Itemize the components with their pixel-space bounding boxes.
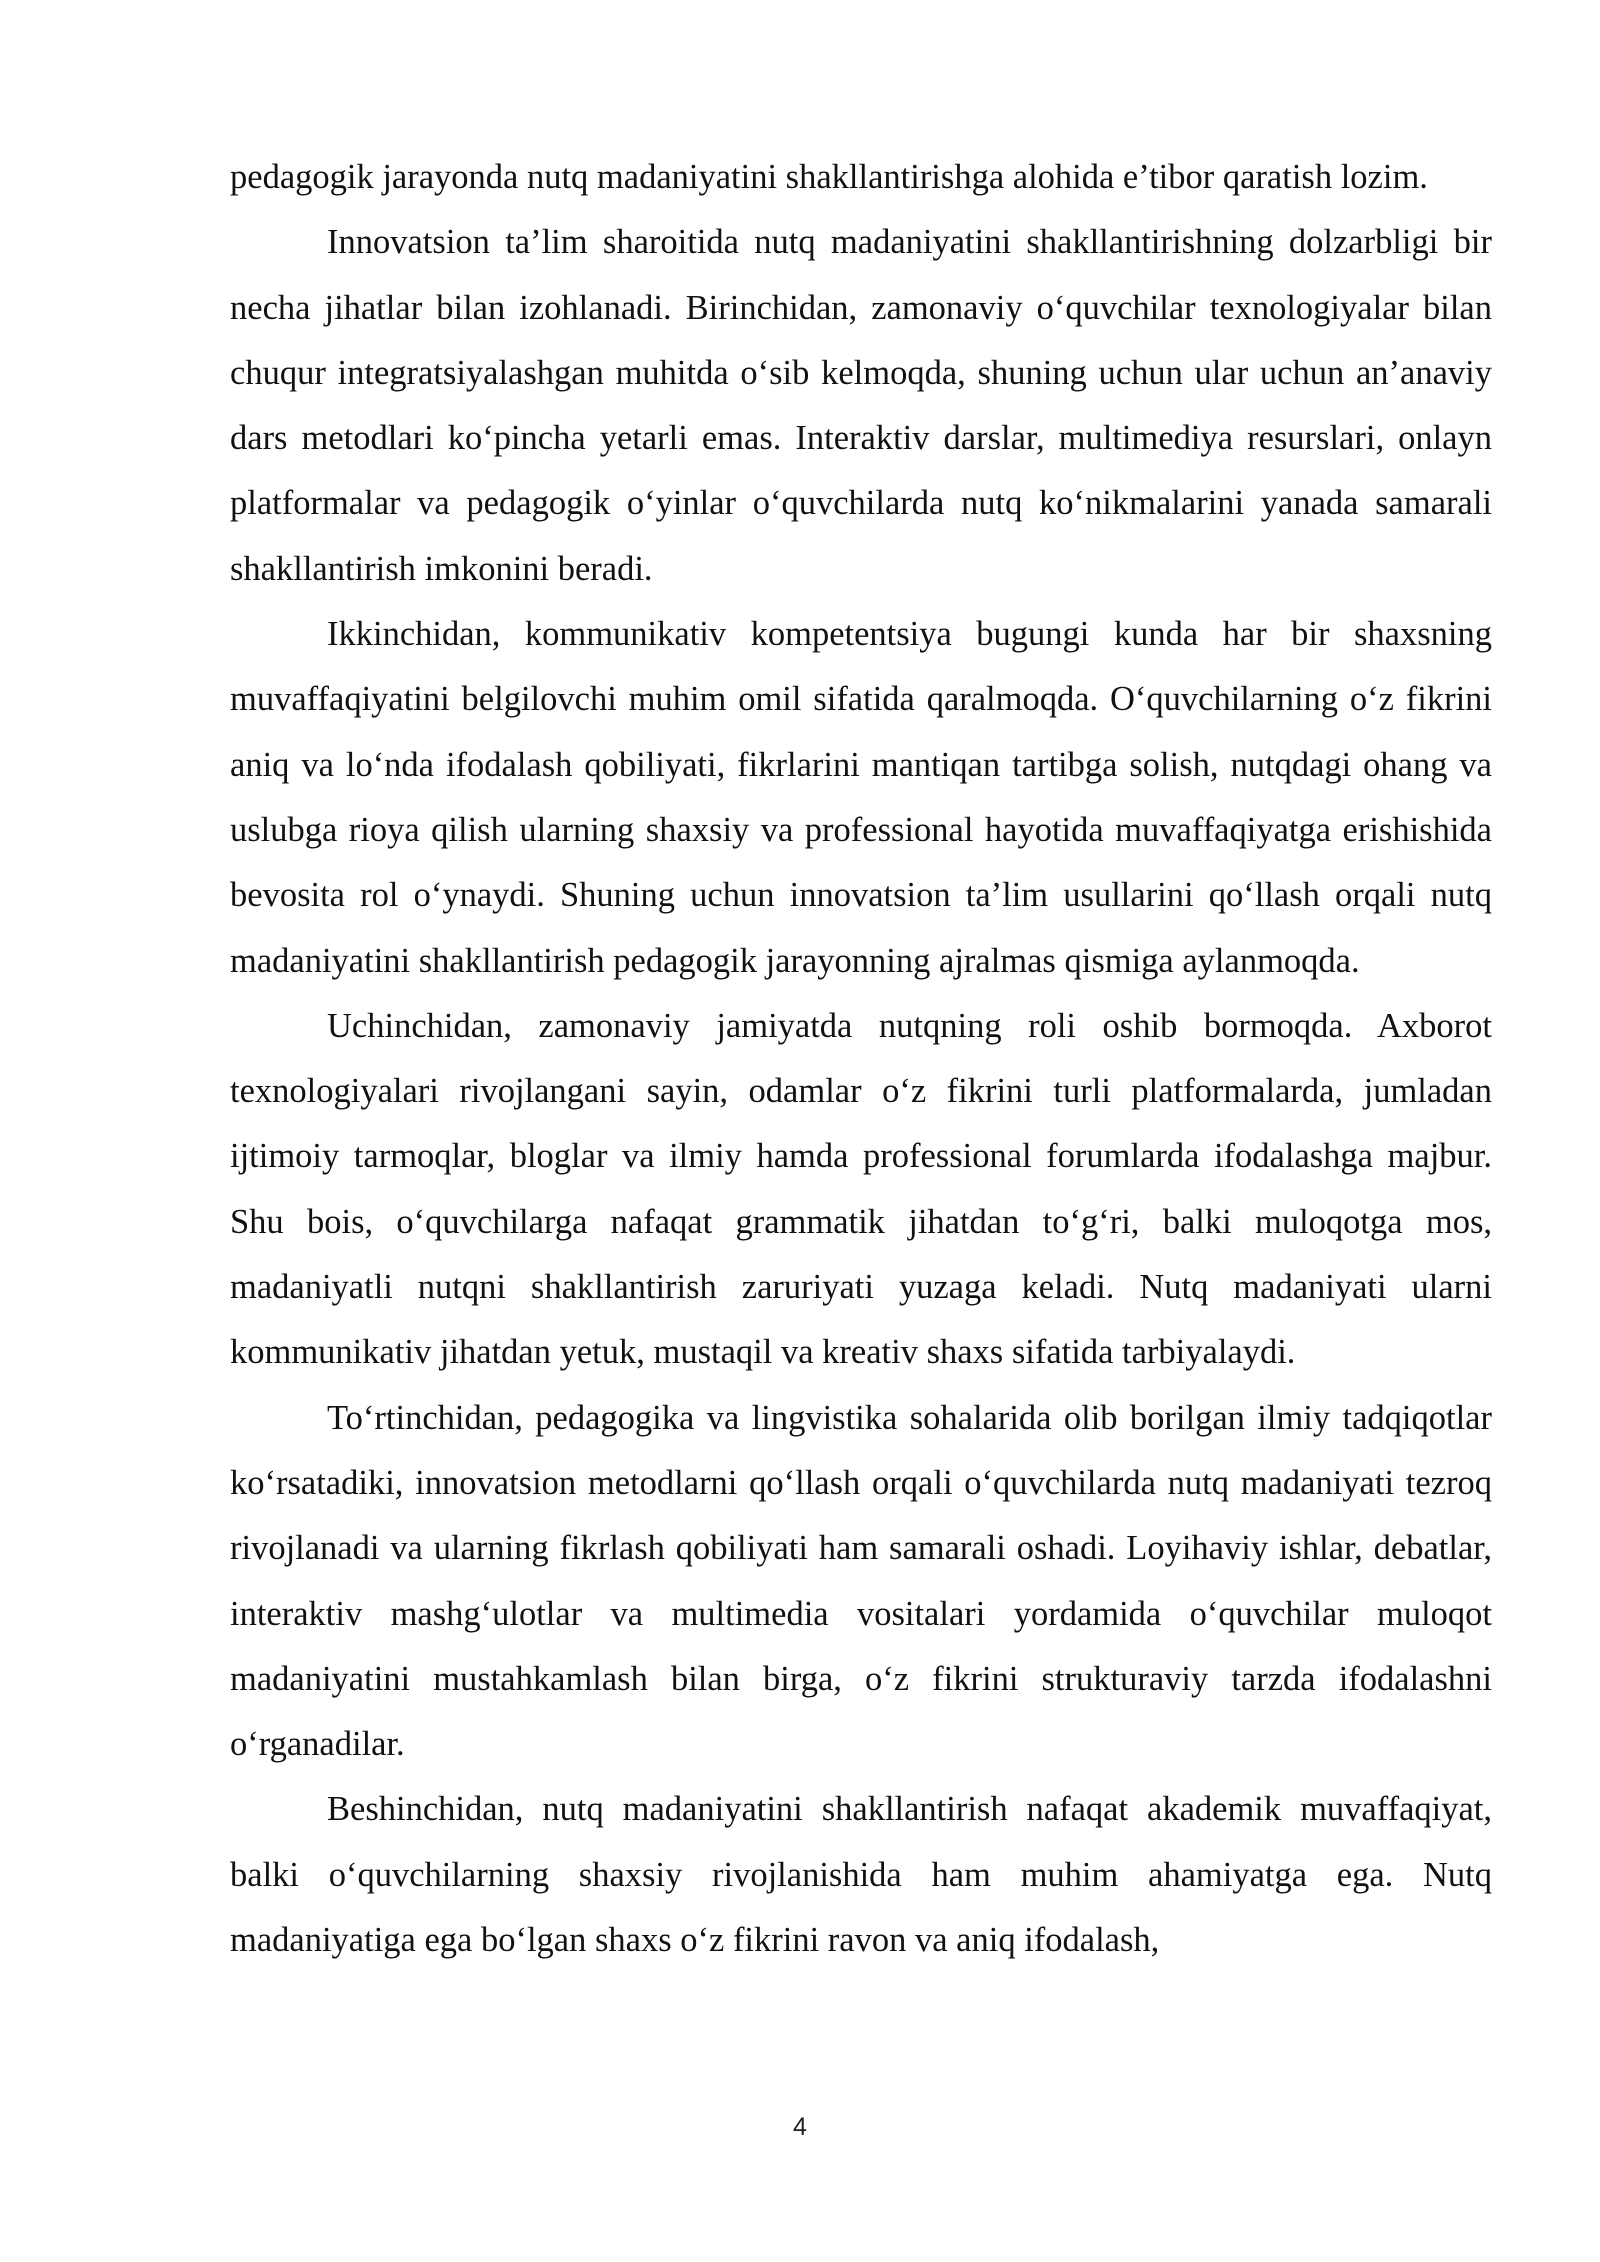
body-text: [230, 145, 1492, 1973]
paragraph-ikkinchidan: Ikkinchidan, kommunikativ kompetentsiya bugungi kunda har bir shaxsning muvaffaqiyatini belgilovchi muhim omil sifatida qaralmoqda. O‘quvchilarning o‘z fikrini aniq va lo‘nda ifodalash qobiliyati, fikrlarini mantiqan tartibga solish, nutqdagi ohang va uslubga rioya qilish ularning shaxsiy va professional hayotida muvaffaqiyatga erishishida bevosita rol o‘ynaydi. Shuning uchun innovatsion ta’lim usullarini qo‘llash orqali nutq madaniyatini shakllantirish pedagogik jarayonning ajralmas qismiga aylanmoqda.: [230, 615, 1492, 980]
paragraph-beshinchidan: Beshinchidan, nutq madaniyatini shakllantirish nafaqat akademik muvaffaqiyat, balki o‘quvchilarning shaxsiy rivojlanishida ham muhim ahamiyatga ega. Nutq madaniyatiga ega bo‘lgan shaxs o‘z fikrini ravon va aniq ifodalash,: [230, 1790, 1492, 1960]
paragraph-uchinchidan: Uchinchidan, zamonaviy jamiyatda nutqning roli oshib bormoqda. Axborot texnologiyalari rivojlangani sayin, odamlar o‘z fikrini turli platformalarda, jumladan ijtimoiy tarmoqlar, bloglar va ilmiy hamda professional forumlarda ifodalashga majbur. Shu bois, o‘quvchilarga nafaqat grammatik jihatdan to‘g‘ri, balki muloqotga mos, madaniyatli nutqni shakllantirish zaruriyati yuzaga keladi. Nutq madaniyati ularni kommunikativ jihatdan yetuk, mustaqil va kreativ shaxs sifatida tarbiyalaydi.: [230, 1006, 1492, 1372]
page-number: 4: [793, 2113, 807, 2141]
paragraph-continuation: pedagogik jarayonda nutq madaniyatini shakllantirishga alohida e’tibor qaratish lozim.: [230, 158, 1428, 196]
paragraph-tortinchidan: To‘rtinchidan, pedagogika va lingvistika sohalarida olib borilgan ilmiy tadqiqotlar ko‘rsatadiki, innovatsion metodlarni qo‘llash orqali o‘quvchilarda nutq madaniyati tezroq rivojlanadi va ularning fikrlash qobiliyati ham samarali oshadi. Loyihaviy ishlar, debatlar, interaktiv mashg‘ulotlar va multimedia vositalari yordamida o‘quvchilar muloqot madaniyatini mustahkamlash bilan birga, o‘z fikrini strukturaviy tarzda ifodalashni o‘rganadilar.: [230, 1398, 1492, 1764]
paragraph-innovatsion: Innovatsion ta’lim sharoitida nutq madaniyatini shakllantirishning dolzarbligi bir necha jihatlar bilan izohlanadi. Birinchidan, zamonaviy o‘quvchilar texnologiyalar bilan chuqur integratsiyalashgan muhitda o‘sib kelmoqda, shuning uchun ular uchun an’anaviy dars metodlari ko‘pincha yetarli emas. Interaktiv darslar, multimediya resurslari, onlayn platformalar va pedagogik o‘yinlar o‘quvchilarda nutq ko‘nikmalarini yanada samarali shakllantirish imkonini beradi.: [230, 223, 1492, 588]
